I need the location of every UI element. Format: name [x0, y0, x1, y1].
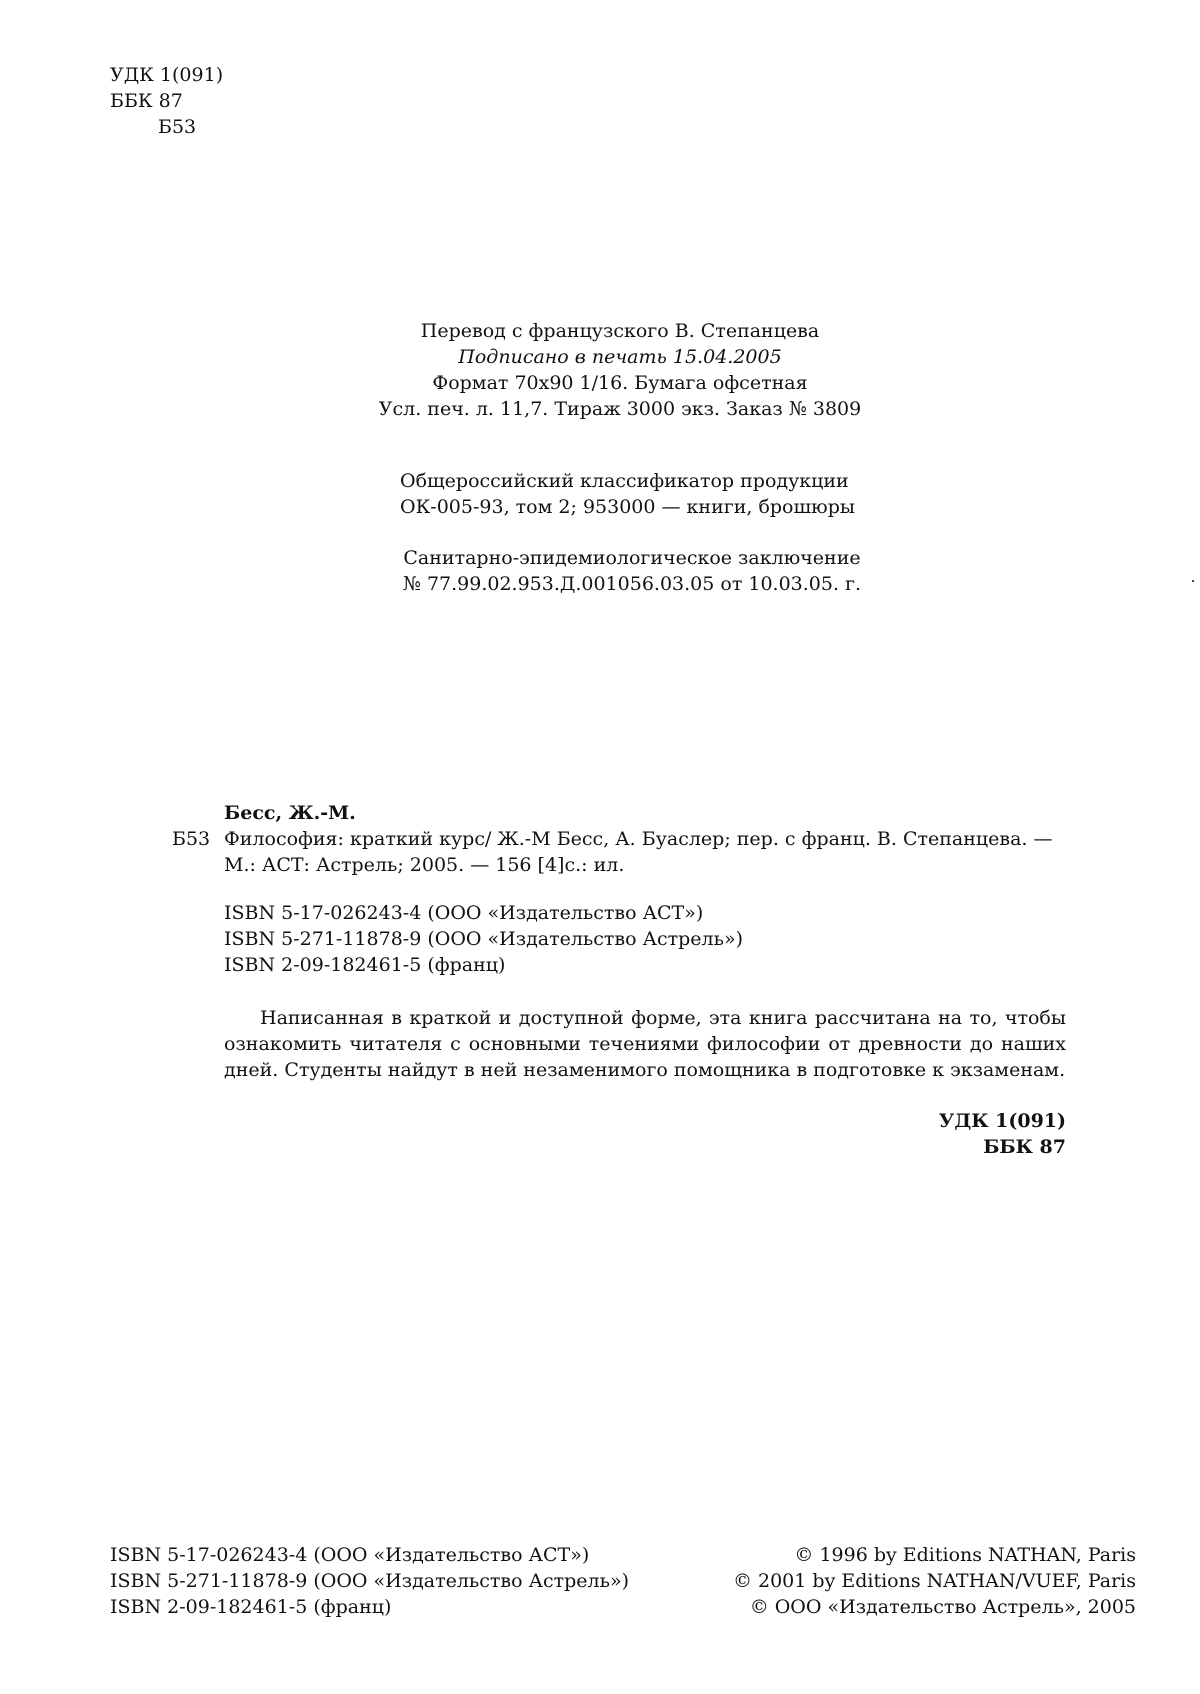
classifier-line-1: Общероссийский классификатор продукции: [400, 470, 849, 492]
record-isbn: ISBN 5-17-026243-4 (ООО «Издательство АСТ»): [224, 902, 704, 924]
classifier-line-2: ОК-005-93, том 2; 953000 — книги, брошюры: [400, 496, 855, 518]
sanitary-line-2: № 77.99.02.953.Д.001056.03.05 от 10.03.05. г.: [402, 573, 862, 595]
annotation: [224, 1005, 1066, 1083]
isbn-footer: [110, 1542, 629, 1620]
record-code: Б53: [172, 828, 211, 850]
record-bbk: ББК 87: [983, 1136, 1066, 1158]
record-udk: УДК 1(091): [938, 1110, 1066, 1132]
top-classification-codes: [110, 62, 223, 140]
record-isbn-list: [172, 900, 1072, 978]
copyright-line: © 2001 by Editions NATHAN/VUEF, Paris: [732, 1570, 1136, 1592]
copyright-line: © 1996 by Editions NATHAN, Paris: [794, 1544, 1136, 1566]
footer-isbn: ISBN 5-17-026243-4 (ООО «Издательство АСТ»): [110, 1544, 590, 1566]
record-classification-codes: [939, 1108, 1066, 1160]
record-title-row: [172, 826, 1072, 852]
record-publication: М.: АСТ: Астрель; 2005. — 156 [4]с.: ил.: [224, 854, 625, 876]
copyright-footer: [733, 1542, 1136, 1620]
copyright-line: © ООО «Издательство Астрель», 2005: [749, 1596, 1136, 1618]
footer-isbn: ISBN 5-271-11878-9 (ООО «Издательство Астрель»): [110, 1570, 629, 1592]
author-mark-code: Б53: [158, 116, 197, 138]
udk-code: УДК 1(091): [110, 64, 224, 86]
bbk-code: ББК 87: [110, 90, 183, 112]
record-title: Философия: краткий курс/ Ж.-М Бесс, А. Буаслер; пер. с франц. В. Степанцева. —: [224, 828, 1053, 850]
bibliographic-record: [172, 800, 1072, 978]
sanitary-conclusion-block: [392, 545, 872, 597]
signed-to-print-line: Подписано в печать 15.04.2005: [458, 346, 782, 368]
print-run-line: Усл. печ. л. 11,7. Тираж 3000 экз. Заказ № 3809: [378, 398, 862, 420]
sanitary-line-1: Санитарно-эпидемиологическое заключение: [403, 547, 861, 569]
record-isbn: ISBN 5-271-11878-9 (ООО «Издательство Астрель»): [224, 928, 743, 950]
imprint-block: [360, 318, 880, 422]
translator-line: Перевод с французского В. Степанцева: [420, 320, 820, 342]
annotation-text: Написанная в краткой и доступной форме, эта книга рассчитана на то, чтобы ознакомить читателя с основными течениями философии от древности до наших дней. Студенты найдут в ней незаменимого помощника в подготовке к экзаменам.: [224, 1007, 1066, 1081]
scan-speck: [1192, 580, 1194, 582]
footer-isbn: ISBN 2-09-182461-5 (франц): [110, 1596, 392, 1618]
format-line: Формат 70x90 1/16. Бумага офсетная: [432, 372, 808, 394]
record-isbn: ISBN 2-09-182461-5 (франц): [224, 954, 506, 976]
product-classifier-block: [400, 468, 855, 520]
record-author: Бесс, Ж.-М.: [224, 802, 356, 824]
